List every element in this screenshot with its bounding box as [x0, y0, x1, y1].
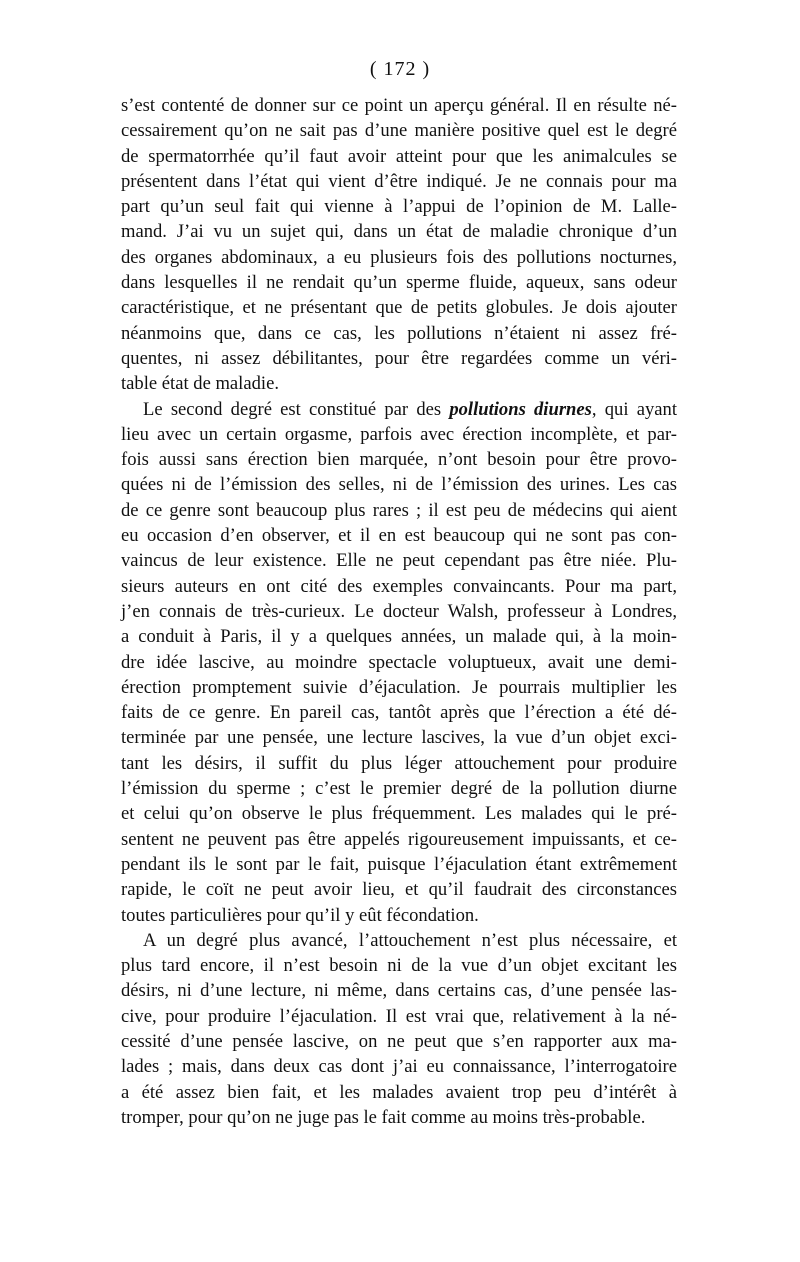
- text-line: et celui qu’on observe le plus fréquemment. Les malades qui le pré-: [121, 803, 677, 825]
- paragraph-3: [121, 928, 677, 1130]
- text-line: s’est contenté de donner sur ce point un aperçu général. Il en résulte né-: [121, 95, 677, 116]
- text-line: table état de maladie.: [121, 373, 279, 395]
- text-line: néanmoins que, dans ce cas, les pollutions n’étaient ni assez fré-: [121, 322, 677, 344]
- body-text: [121, 93, 677, 1130]
- text-line: des organes abdominaux, a eu plusieurs fois des pollutions nocturnes,: [121, 246, 677, 268]
- text-line: lades ; mais, dans deux cas dont j’ai eu connaissance, l’interrogatoire: [121, 1056, 677, 1078]
- text-line: de ce genre sont beaucoup plus rares ; il est peu de médecins qui aient: [121, 499, 677, 521]
- text-line: présentent dans l’état qui vient d’être indiqué. Je ne connais pour ma: [121, 170, 677, 192]
- text-line: a été assez bien fait, et les malades avaient trop peu d’intérêt à: [121, 1081, 677, 1103]
- text-segment: Le second degré est constitué par des: [143, 398, 450, 420]
- text-line: quées ni de l’émission des selles, ni de l’émission des urines. Les cas: [121, 474, 677, 496]
- text-line: érection promptement suivie d’éjaculation. Je pourrais multiplier les: [121, 676, 677, 698]
- text-line: tant les désirs, il suffit du plus léger attouchement pour produire: [121, 752, 677, 774]
- text-line: caractéristique, et ne présentant que de petits globules. Je dois ajouter: [121, 297, 677, 319]
- text-line: a conduit à Paris, il y a quelques années, un malade qui, à la moin-: [121, 626, 677, 648]
- paragraph-2: [121, 397, 677, 928]
- text-line: quentes, ni assez débilitantes, pour être regardées comme un véri-: [121, 347, 677, 369]
- text-line: désirs, ni d’une lecture, ni même, dans certains cas, d’une pensée las-: [121, 980, 677, 1002]
- text-line: mand. J’ai vu un sujet qui, dans un état de maladie chronique d’un: [121, 221, 677, 243]
- text-line: tromper, pour qu’on ne juge pas le fait comme au moins très-probable.: [121, 1106, 646, 1128]
- text-line: terminée par une pensée, une lecture lascives, la vue d’un objet exci-: [121, 727, 677, 749]
- text-line: j’en connais de très-curieux. Le docteur Walsh, professeur à Londres,: [121, 600, 677, 622]
- text-line: rapide, le coït ne peut avoir lieu, et qu’il faudrait des circonstances: [121, 879, 677, 901]
- text-line: sentent ne peuvent pas être appelés rigoureusement impuissants, et ce-: [121, 828, 677, 850]
- text-line: plus tard encore, il n’est besoin ni de la vue d’un objet excitant les: [121, 955, 677, 977]
- text-line: A un degré plus avancé, l’attouchement n’est plus nécessaire, et: [143, 929, 677, 951]
- emphasis-text: pollutions diurnes: [449, 398, 592, 420]
- text-line: dans lesquelles il ne rendait qu’un sperme fluide, aqueux, sans odeur: [121, 272, 677, 294]
- text-line: cessairement qu’on ne sait pas d’une manière positive quel est le degré: [121, 120, 677, 142]
- text-line: lieu avec un certain orgasme, parfois avec érection incomplète, et par-: [121, 423, 677, 445]
- text-line: sieurs auteurs en ont cité des exemples convaincants. Pour ma part,: [121, 575, 677, 597]
- text-line: fois aussi sans érection bien marquée, n’ont besoin pour être provo-: [121, 449, 677, 471]
- text-line: cessité d’une pensée lascive, on ne peut que s’en rapporter aux ma-: [121, 1030, 677, 1052]
- text-line: eu occasion d’en observer, et il en est beaucoup qui ne sont pas con-: [121, 525, 677, 547]
- text-line: de spermatorrhée qu’il faut avoir atteint pour que les animalcules se: [121, 145, 677, 167]
- text-line: l’émission du sperme ; c’est le premier degré de la pollution diurne: [121, 778, 677, 800]
- text-line: cive, pour produire l’éjaculation. Il est vrai que, relativement à la né-: [121, 1005, 677, 1027]
- text-line: vaincus de leur existence. Elle ne peut cependant pas être niée. Plu-: [121, 550, 677, 572]
- text-line-with-emphasis: [121, 397, 677, 422]
- text-line: dre idée lascive, au moindre spectacle voluptueux, avait une demi-: [121, 651, 677, 673]
- text-line: pendant ils le sont par le fait, puisque l’éjaculation étant extrêmement: [121, 853, 677, 875]
- text-line: faits de ce genre. En pareil cas, tantôt après que l’érection a été dé-: [121, 702, 677, 724]
- text-segment: , qui ayant: [591, 398, 677, 420]
- text-line: part qu’un seul fait qui vienne à l’appui de l’opinion de M. Lalle-: [121, 196, 677, 218]
- paragraph-1: [121, 93, 677, 397]
- text-line: toutes particulières pour qu’il y eût fécondation.: [121, 904, 479, 926]
- page-number: ( 172 ): [369, 58, 431, 80]
